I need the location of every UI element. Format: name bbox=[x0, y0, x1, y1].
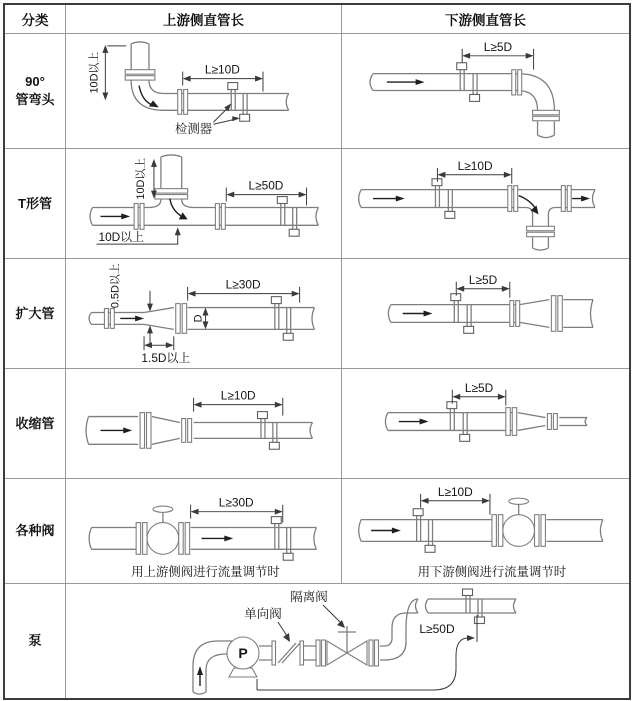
expander-upstream-diagram bbox=[66, 259, 341, 368]
length-dimension bbox=[226, 179, 306, 206]
elbow-up-side-label: 10D以上 bbox=[88, 51, 101, 94]
category-tee bbox=[5, 149, 66, 259]
pump-dim-label: L≥50D bbox=[419, 622, 455, 636]
detector-sensors bbox=[277, 197, 299, 237]
tee-up-left-label: 10D以上 bbox=[98, 230, 145, 245]
length-dimension bbox=[452, 381, 506, 406]
valve-up-dim-label: L≥30D bbox=[218, 495, 254, 510]
expander-downstream-diagram bbox=[342, 259, 629, 368]
expander-axial-label: 1.5D以上 bbox=[141, 351, 191, 366]
length-dimension bbox=[183, 63, 263, 92]
header-category bbox=[5, 5, 66, 34]
category-elbow-line2: 管弯头 bbox=[15, 92, 55, 107]
flow-arrow bbox=[120, 315, 144, 321]
expander-radial-label: 0.5D以上 bbox=[109, 263, 122, 309]
detector-sensors bbox=[258, 412, 280, 450]
check-valve-callout bbox=[244, 606, 290, 642]
spec-table bbox=[3, 3, 631, 700]
valve-up-caption: 用上游侧阀进行流量调节时 bbox=[131, 565, 280, 580]
detector-sensors bbox=[271, 517, 293, 561]
detector-sensors bbox=[457, 63, 480, 102]
detector-label: 检测器 bbox=[175, 122, 213, 137]
flanges bbox=[506, 408, 558, 436]
detector-sensors bbox=[447, 402, 470, 442]
pump-cell bbox=[66, 584, 629, 698]
category-reducer-label: 收缩管 bbox=[15, 415, 55, 431]
elbow-pipe bbox=[370, 74, 554, 138]
flow-arrows bbox=[373, 196, 590, 215]
category-pump bbox=[5, 584, 66, 698]
check-valve bbox=[272, 641, 304, 665]
riser-pipe bbox=[380, 599, 418, 660]
expander-diameter-label: D bbox=[192, 314, 205, 323]
reducer-down-dim-label: L≥5D bbox=[464, 380, 494, 395]
detector-sensors bbox=[451, 294, 474, 334]
inlet-elbow-pipe bbox=[193, 641, 232, 694]
valve-upstream-cell bbox=[66, 479, 342, 584]
elbow-upstream-cell bbox=[66, 34, 342, 149]
radial-dimension bbox=[107, 263, 153, 346]
elbow-downstream-diagram bbox=[342, 34, 629, 148]
flow-arrow bbox=[371, 528, 401, 534]
flow-arrow bbox=[387, 79, 425, 85]
axial-dimension bbox=[141, 336, 190, 365]
inlet-dimension bbox=[96, 227, 180, 244]
diameter-dimension bbox=[193, 308, 209, 330]
reducer-upstream-cell bbox=[66, 369, 342, 479]
valve-downstream-diagram bbox=[342, 479, 629, 583]
tee-down-dim-label: L≥10D bbox=[457, 158, 493, 173]
tee-up-top-label: 10D以上 bbox=[135, 157, 148, 200]
flow-arrow bbox=[403, 311, 433, 317]
flow-arrow-up bbox=[197, 666, 203, 686]
detector-sensors bbox=[228, 83, 250, 122]
category-elbow bbox=[5, 34, 66, 149]
isolation-valve bbox=[316, 626, 379, 666]
length-dimension bbox=[462, 40, 533, 70]
valve-upstream-diagram bbox=[66, 479, 341, 583]
length-dimension bbox=[194, 389, 283, 416]
elbow-up-dim-label: L≥10D bbox=[204, 62, 240, 77]
length-dimension bbox=[456, 273, 510, 298]
flow-arrow bbox=[399, 419, 429, 425]
tee-downstream-diagram bbox=[342, 149, 629, 258]
category-valve bbox=[5, 479, 66, 584]
flow-arrow bbox=[139, 86, 159, 108]
expander-down-dim-label: L≥5D bbox=[468, 272, 498, 287]
expander-up-dim-label: L≥30D bbox=[225, 277, 261, 292]
category-valve-label: 各种阀 bbox=[15, 523, 55, 539]
reducer-upstream-diagram bbox=[66, 369, 341, 478]
expander-downstream-cell bbox=[342, 259, 629, 369]
length-dimension bbox=[437, 159, 511, 184]
category-tee-label: T形管 bbox=[18, 195, 52, 211]
flanges bbox=[140, 413, 192, 449]
isolation-valve-label: 隔离阀 bbox=[290, 590, 328, 604]
detector-sensors bbox=[413, 509, 435, 553]
valve-downstream-cell bbox=[342, 479, 629, 584]
category-expander-label: 扩大管 bbox=[15, 305, 55, 321]
pump-letter: P bbox=[238, 645, 248, 661]
flanges bbox=[510, 296, 563, 332]
flow-arrow bbox=[202, 535, 234, 541]
detector-sensors bbox=[463, 589, 485, 624]
flanges bbox=[134, 189, 225, 230]
detector-sensors bbox=[432, 179, 455, 219]
expander-upstream-cell bbox=[66, 259, 342, 369]
flanges bbox=[508, 186, 571, 237]
category-reducer bbox=[5, 369, 66, 479]
vertical-dimension bbox=[133, 158, 157, 200]
globe-valve bbox=[492, 498, 545, 546]
header-downstream bbox=[342, 5, 629, 34]
reducer-downstream-cell bbox=[342, 369, 629, 479]
vertical-dimension bbox=[86, 45, 126, 101]
header-downstream-label: 下游侧直管长 bbox=[445, 13, 526, 28]
tee-downstream-cell bbox=[342, 149, 629, 259]
check-valve-label: 单向阀 bbox=[244, 607, 282, 621]
tee-up-dim-label: L≥50D bbox=[248, 178, 284, 193]
category-pump-label: 泵 bbox=[28, 633, 42, 649]
detector-sensors bbox=[271, 297, 293, 341]
category-elbow-line1: 90° bbox=[25, 74, 45, 90]
isolation-valve-callout bbox=[290, 589, 345, 628]
flow-arrow bbox=[100, 427, 132, 433]
downstream-pipe bbox=[426, 599, 517, 613]
valve-down-dim-label: L≥10D bbox=[437, 484, 473, 499]
globe-valve bbox=[136, 506, 189, 554]
elbow-upstream-diagram bbox=[66, 34, 341, 148]
length-dimension bbox=[188, 278, 300, 303]
reducer-up-dim-label: L≥10D bbox=[220, 388, 256, 403]
elbow-down-dim-label: L≥5D bbox=[483, 39, 513, 54]
reducer-downstream-diagram bbox=[342, 369, 629, 478]
header-upstream bbox=[66, 5, 342, 34]
pump bbox=[227, 637, 259, 677]
header-category-label: 分类 bbox=[21, 13, 49, 28]
header-upstream-label: 上游侧直管长 bbox=[163, 13, 244, 28]
tee-upstream-cell bbox=[66, 149, 342, 259]
pump-diagram bbox=[66, 584, 629, 698]
category-expander bbox=[5, 259, 66, 369]
tee-upstream-diagram bbox=[66, 149, 341, 258]
elbow-downstream-cell bbox=[342, 34, 629, 149]
valve-down-caption: 用下游侧阀进行流量调节时 bbox=[417, 565, 567, 580]
length-dimension bbox=[421, 485, 490, 515]
length-dimension bbox=[191, 496, 283, 523]
